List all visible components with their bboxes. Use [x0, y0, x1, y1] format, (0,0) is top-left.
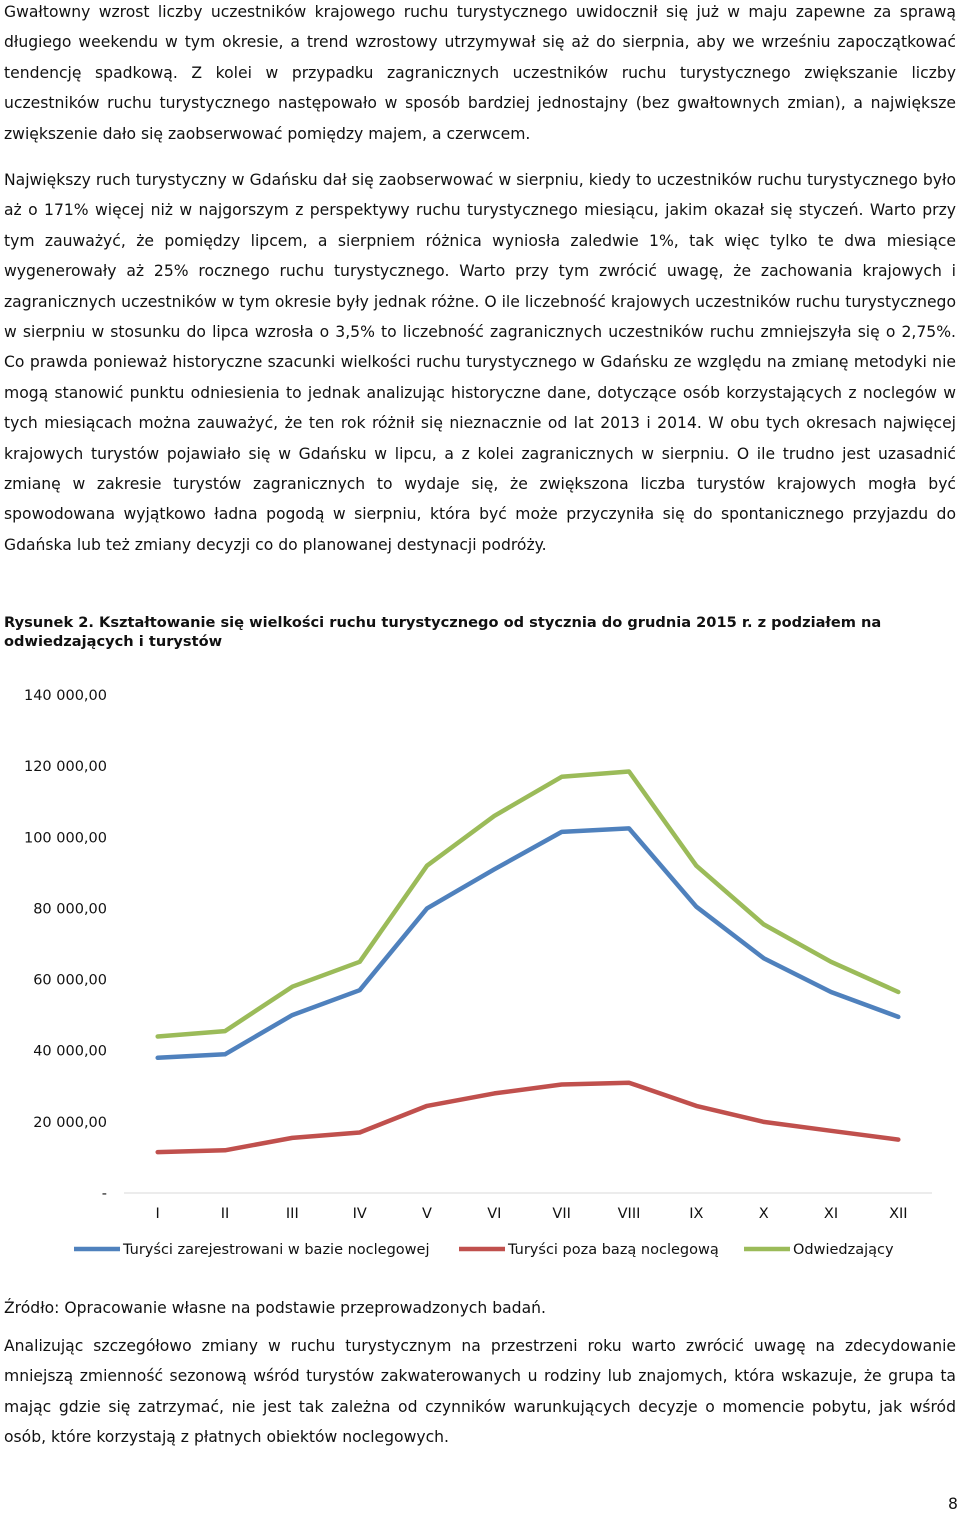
y-tick-label: 140 000,00 — [23, 688, 107, 704]
figure-caption: Rysunek 2. Kształtowanie się wielkości ruchu turystycznego od stycznia do grudnia 2015 r. z podziałem na odwiedzających i turystów — [4, 614, 882, 650]
paragraph-1: Gwałtowny wzrost liczby uczestników krajowego ruchu turystycznego uwidocznił się już w maju zapewne za sprawą długiego weekendu w tym okresie, a trend wzrostowy utrzymywał się aż do sierpnia, aby we wrześniu zapoczątkować tendencję spadkową. Z kolei w przypadku zagranicznych uczestników ruchu turystycznego zwiększanie liczby uczestników ruchu turystycznego następowało w sposób bardziej jednostajny (bez gwałtownych zmian), a największe zwiększenie dało się zaobserwować pomiędzy majem, a czerwcem. — [4, 3, 956, 143]
series-line — [158, 772, 899, 1037]
y-tick-label: 40 000,00 — [33, 1043, 107, 1060]
x-tick-label: I — [155, 1206, 160, 1222]
page-number: 8 — [948, 1495, 958, 1513]
legend-label: Turyści poza bazą noclegową — [508, 1242, 719, 1258]
legend-label: Odwiedzający — [793, 1242, 894, 1258]
x-tick-label: X — [758, 1206, 769, 1222]
x-tick-label: IX — [689, 1206, 704, 1222]
y-tick-label: 120 000,00 — [23, 759, 107, 776]
series-line — [158, 1083, 899, 1152]
x-tick-label: II — [220, 1206, 230, 1222]
x-tick-label: VII — [552, 1206, 571, 1222]
y-tick-label: 100 000,00 — [23, 830, 107, 847]
tourism-line-chart — [4, 680, 956, 1270]
x-axis-ticks — [156, 1206, 908, 1222]
y-tick-label: 20 000,00 — [33, 1114, 107, 1131]
paragraph-3: Analizując szczegółowo zmiany w ruchu turystycznym na przestrzeni roku warto zwrócić uwagę na zdecydowanie mniejszą zmienność sezonową wśród turystów zakwaterowanych u rodziny lub znajomych, która wskazuje, że grupa ta mając gdzie się zatrzymać, nie jest tak zależna od czynników warunkujących decyzje o momencie pobytu, jak wśród osób, które korzystają z płatnych obiektów noclegowych. — [4, 1337, 956, 1447]
series-lines — [158, 772, 899, 1153]
x-tick-label: VI — [487, 1206, 502, 1222]
source-note: Źródło: Opracowanie własne na podstawie przeprowadzonych badań. — [4, 1299, 546, 1317]
legend-label: Turyści zarejestrowani w bazie noclegowej — [123, 1242, 430, 1258]
x-tick-label: IV — [352, 1206, 367, 1222]
y-tick-label: - — [101, 1186, 107, 1202]
x-tick-label: XII — [889, 1206, 908, 1222]
x-tick-label: VIII — [617, 1206, 641, 1222]
x-tick-label: III — [285, 1206, 299, 1222]
chart-legend — [74, 1242, 894, 1258]
x-tick-label: XI — [823, 1206, 839, 1222]
y-tick-label: 60 000,00 — [33, 972, 107, 989]
series-line — [158, 828, 899, 1057]
x-tick-label: V — [422, 1206, 432, 1222]
paragraph-2: Największy ruch turystyczny w Gdańsku dał się zaobserwować w sierpniu, kiedy to uczestników ruchu turystycznego było aż o 171% więcej niż w najgorszym z perspektywy ruchu turystycznego miesiącu, jakim okazał się styczeń. Warto przy tym zauważyć, że pomiędzy lipcem, a sierpniem różnica wyniosła zaledwie 1%, tak więc tylko te dwa miesiące wygenerowały aż 25% rocznego ruchu turystycznego. Warto przy tym zwrócić uwagę, że zachowania krajowych i zagranicznych uczestników w tym okresie były jednak różne. O ile liczebność krajowych uczestników ruchu turystycznego w sierpniu w stosunku do lipca wzrosła o 3,5% to liczebność zagranicznych uczestników ruchu zmniejszyła się o 2,75%. Co prawda ponieważ historyczne szacunki wielkości ruchu turystycznego w Gdańsku ze względu na zmianę metodyki nie mogą stanowić punktu odniesienia to jednak analizując historyczne dane, dotyczące osób korzystających z noclegów w tych miesiącach można zauważyć, że ten rok różnił się nieznacznie od lat 2013 i 2014. W obu tych okresach najwięcej krajowych turystów pojawiało się w Gdańsku w lipcu, a z kolei zagranicznych w sierpniu. O ile trudno jest uzasadnić zmianę w zakresie turystów zagranicznych to wydaje się, że zwiększona liczba turystów krajowych mogła być spowodowana wyjątkowo ładna pogodą w sierpniu, która być może przyczyniła się do spontanicznego przyjazdu do Gdańska lub też zmiany decyzji co do planowanej destynacji podróży. — [4, 171, 956, 554]
y-axis-ticks — [24, 688, 107, 1202]
y-tick-label: 80 000,00 — [33, 901, 107, 918]
